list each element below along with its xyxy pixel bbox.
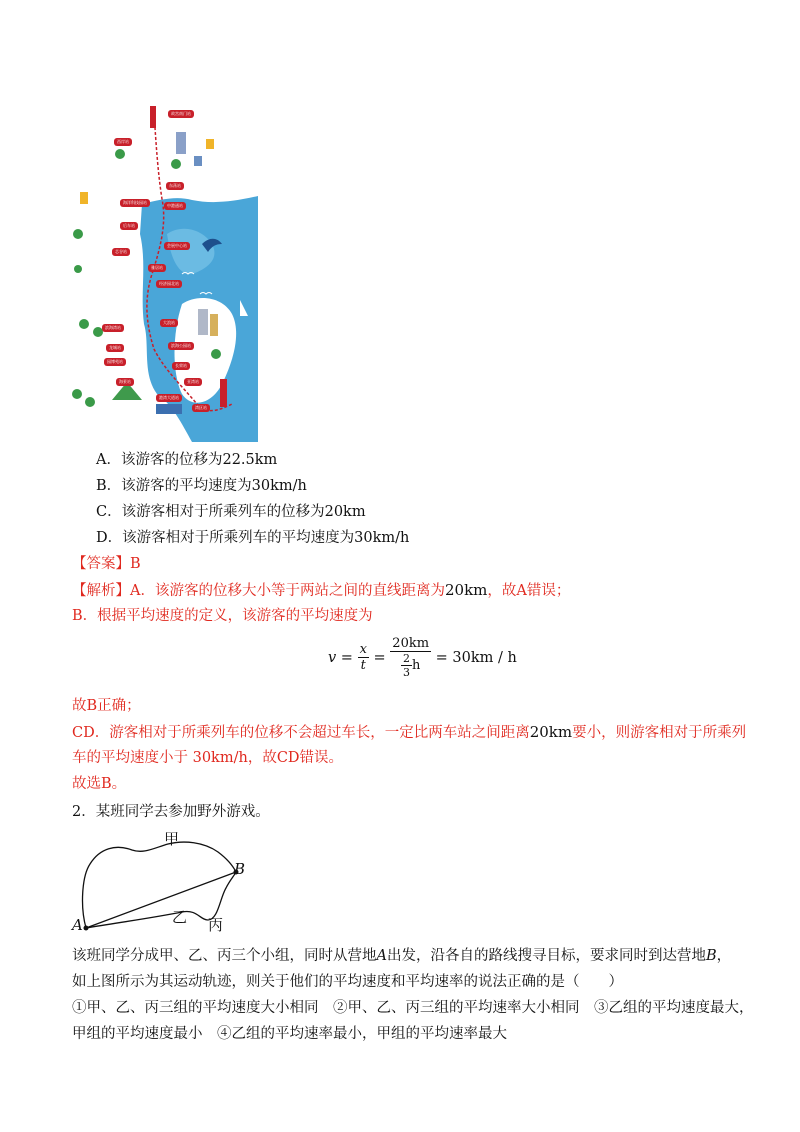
station-tag: 大浪站	[160, 319, 178, 327]
symbol-v: v	[328, 649, 337, 666]
station-tag: 东荡站	[166, 182, 184, 190]
option-b	[96, 476, 307, 496]
metro-map-illustration	[72, 104, 258, 442]
q2-body-end: ，	[716, 948, 732, 964]
station-tag: 海洋科技园站	[120, 199, 150, 207]
label-bing: 丙	[208, 916, 224, 934]
station-tag: 长荣站	[172, 362, 190, 370]
label-point-b: B	[234, 860, 246, 878]
route-diagram	[72, 826, 272, 938]
time-unit: h	[411, 658, 421, 673]
station-tag: 湾区站	[192, 404, 210, 412]
q2-choices-line1	[72, 998, 754, 1018]
option-text: 该游客相对于所乘列车的平均速度为30km/h	[122, 530, 410, 546]
label-point-a: A	[72, 916, 83, 934]
q2-choices2: 甲组的平均速度最小 ④乙组的平均速率最小，甲组的平均速率最大	[72, 1026, 507, 1042]
q2-choices-line2	[72, 1024, 507, 1044]
distance-value: 20km	[444, 581, 488, 599]
station-tag: 雅居站	[148, 264, 166, 272]
answer-line	[72, 554, 141, 574]
analysis-cd-line1	[72, 722, 746, 743]
analysis-b-text: B．根据平均速度的定义，该游客的平均速度为	[72, 608, 373, 624]
cd-distance-value: 20km	[529, 723, 573, 741]
answer-label: 【答案】	[72, 556, 130, 572]
q2-body-a: A	[376, 948, 387, 964]
house-icon	[206, 139, 214, 149]
station-tag: 故宫南门站	[168, 110, 194, 118]
cd-text2: 要小，则游客相对于所乘列	[572, 725, 747, 741]
option-text: 该游客相对于所乘列车的位移为20km	[121, 504, 366, 520]
tree-icon	[171, 159, 181, 169]
label-jia: 甲	[164, 830, 180, 848]
q2-body-line2	[72, 972, 623, 992]
station-tag: 滨海公园站	[168, 342, 194, 350]
tree-icon	[211, 349, 221, 359]
answer-value: B	[130, 556, 141, 572]
house-icon	[194, 156, 202, 166]
option-c	[96, 502, 366, 522]
tree-icon	[73, 229, 83, 239]
analysis-a-tail: ，故A错误；	[487, 583, 571, 599]
station-tag: 亚湾站	[184, 378, 202, 386]
cd-text1: CD．游客相对于所乘列车的位移不会超过车长，一定比两车站之间距离	[72, 725, 530, 741]
option-letter: B．	[96, 478, 122, 494]
option-a	[96, 450, 277, 470]
station-tag: 港湾大道站	[156, 394, 182, 402]
tree-icon	[74, 265, 82, 273]
tree-icon	[79, 319, 89, 329]
q2-body-line1	[72, 946, 731, 966]
analysis-a-line	[72, 580, 570, 601]
analysis-final	[72, 774, 126, 794]
house-icon	[80, 192, 88, 204]
station-tag: 西岸站	[114, 138, 132, 146]
analysis-a-text: A．该游客的位移大小等于两站之间的直线距离为	[130, 583, 445, 599]
start-marker	[150, 106, 156, 128]
formula-result: = 30km / h	[435, 649, 517, 666]
station-tag: 龙城站	[106, 344, 124, 352]
question2-stem	[72, 802, 270, 822]
q2-body-mid: 出发，沿各自的路线搜寻目标，要求同时到达营地	[386, 948, 706, 964]
option-letter: A．	[96, 452, 121, 468]
option-letter: C．	[96, 504, 122, 520]
q2-choices1: ①甲、乙、丙三组的平均速度大小相同 ②甲、乙、丙三组的平均速率大小相同 ③乙组的平均速度最大，	[72, 1000, 754, 1016]
train-icon	[156, 404, 182, 414]
option-text: 该游客的平均速度为30km/h	[121, 478, 307, 494]
q2-body1: 该班同学分成甲、乙、丙三个小组，同时从营地	[72, 948, 377, 964]
option-d	[96, 528, 409, 548]
formula-numerator: 20km	[392, 636, 430, 651]
station-tag: 后车站	[120, 222, 138, 230]
analysis-cd-line2	[72, 748, 343, 768]
station-tag: 会展中心站	[164, 242, 190, 250]
lighthouse-icon	[220, 379, 227, 407]
tree-icon	[72, 389, 82, 399]
symbol-x: x	[359, 642, 367, 657]
fraction-numerator: 2	[402, 652, 410, 665]
building-icon	[210, 314, 218, 336]
velocity-formula: v = $\frac{x}{t}$ = 20km $\frac{2}{3}$ h = 30km / h	[328, 636, 517, 679]
station-tag: 园博苑站	[104, 358, 126, 366]
symbol-t: t	[360, 658, 366, 673]
station-tag: 滨海湾站	[102, 324, 124, 332]
label-yi: 乙	[172, 908, 188, 926]
cd-text3: 车的平均速度小于 30km/h，故CD错误。	[72, 750, 344, 766]
station-tag: 芯谷站	[112, 248, 130, 256]
option-letter: D．	[96, 530, 123, 546]
analysis-label: 【解析】	[72, 583, 130, 599]
building-icon	[198, 309, 208, 335]
analysis-b-conclusion	[72, 696, 141, 716]
q2-stem-text: 2．某班同学去参加野外游戏。	[72, 804, 270, 820]
final-choice: 故选B。	[72, 776, 127, 792]
station-tag: 经济园北站	[156, 280, 182, 288]
q2-body2: 如上图所示为其运动轨迹，则关于他们的平均速度和平均速率的说法正确的是（ ）	[72, 974, 623, 990]
q2-body-b: B	[705, 948, 717, 964]
analysis-b-line	[72, 606, 373, 626]
tree-icon	[115, 149, 125, 159]
point-a	[84, 926, 89, 931]
building-icon	[176, 132, 186, 154]
b-conclusion-text: 故B正确；	[72, 698, 141, 714]
station-tag: 海景站	[116, 378, 134, 386]
map-svg	[72, 104, 258, 442]
option-text: 该游客的位移为22.5km	[120, 452, 278, 468]
tree-icon	[85, 397, 95, 407]
station-tag: 中港通站	[164, 202, 186, 210]
fraction-denominator: 3	[402, 666, 410, 679]
